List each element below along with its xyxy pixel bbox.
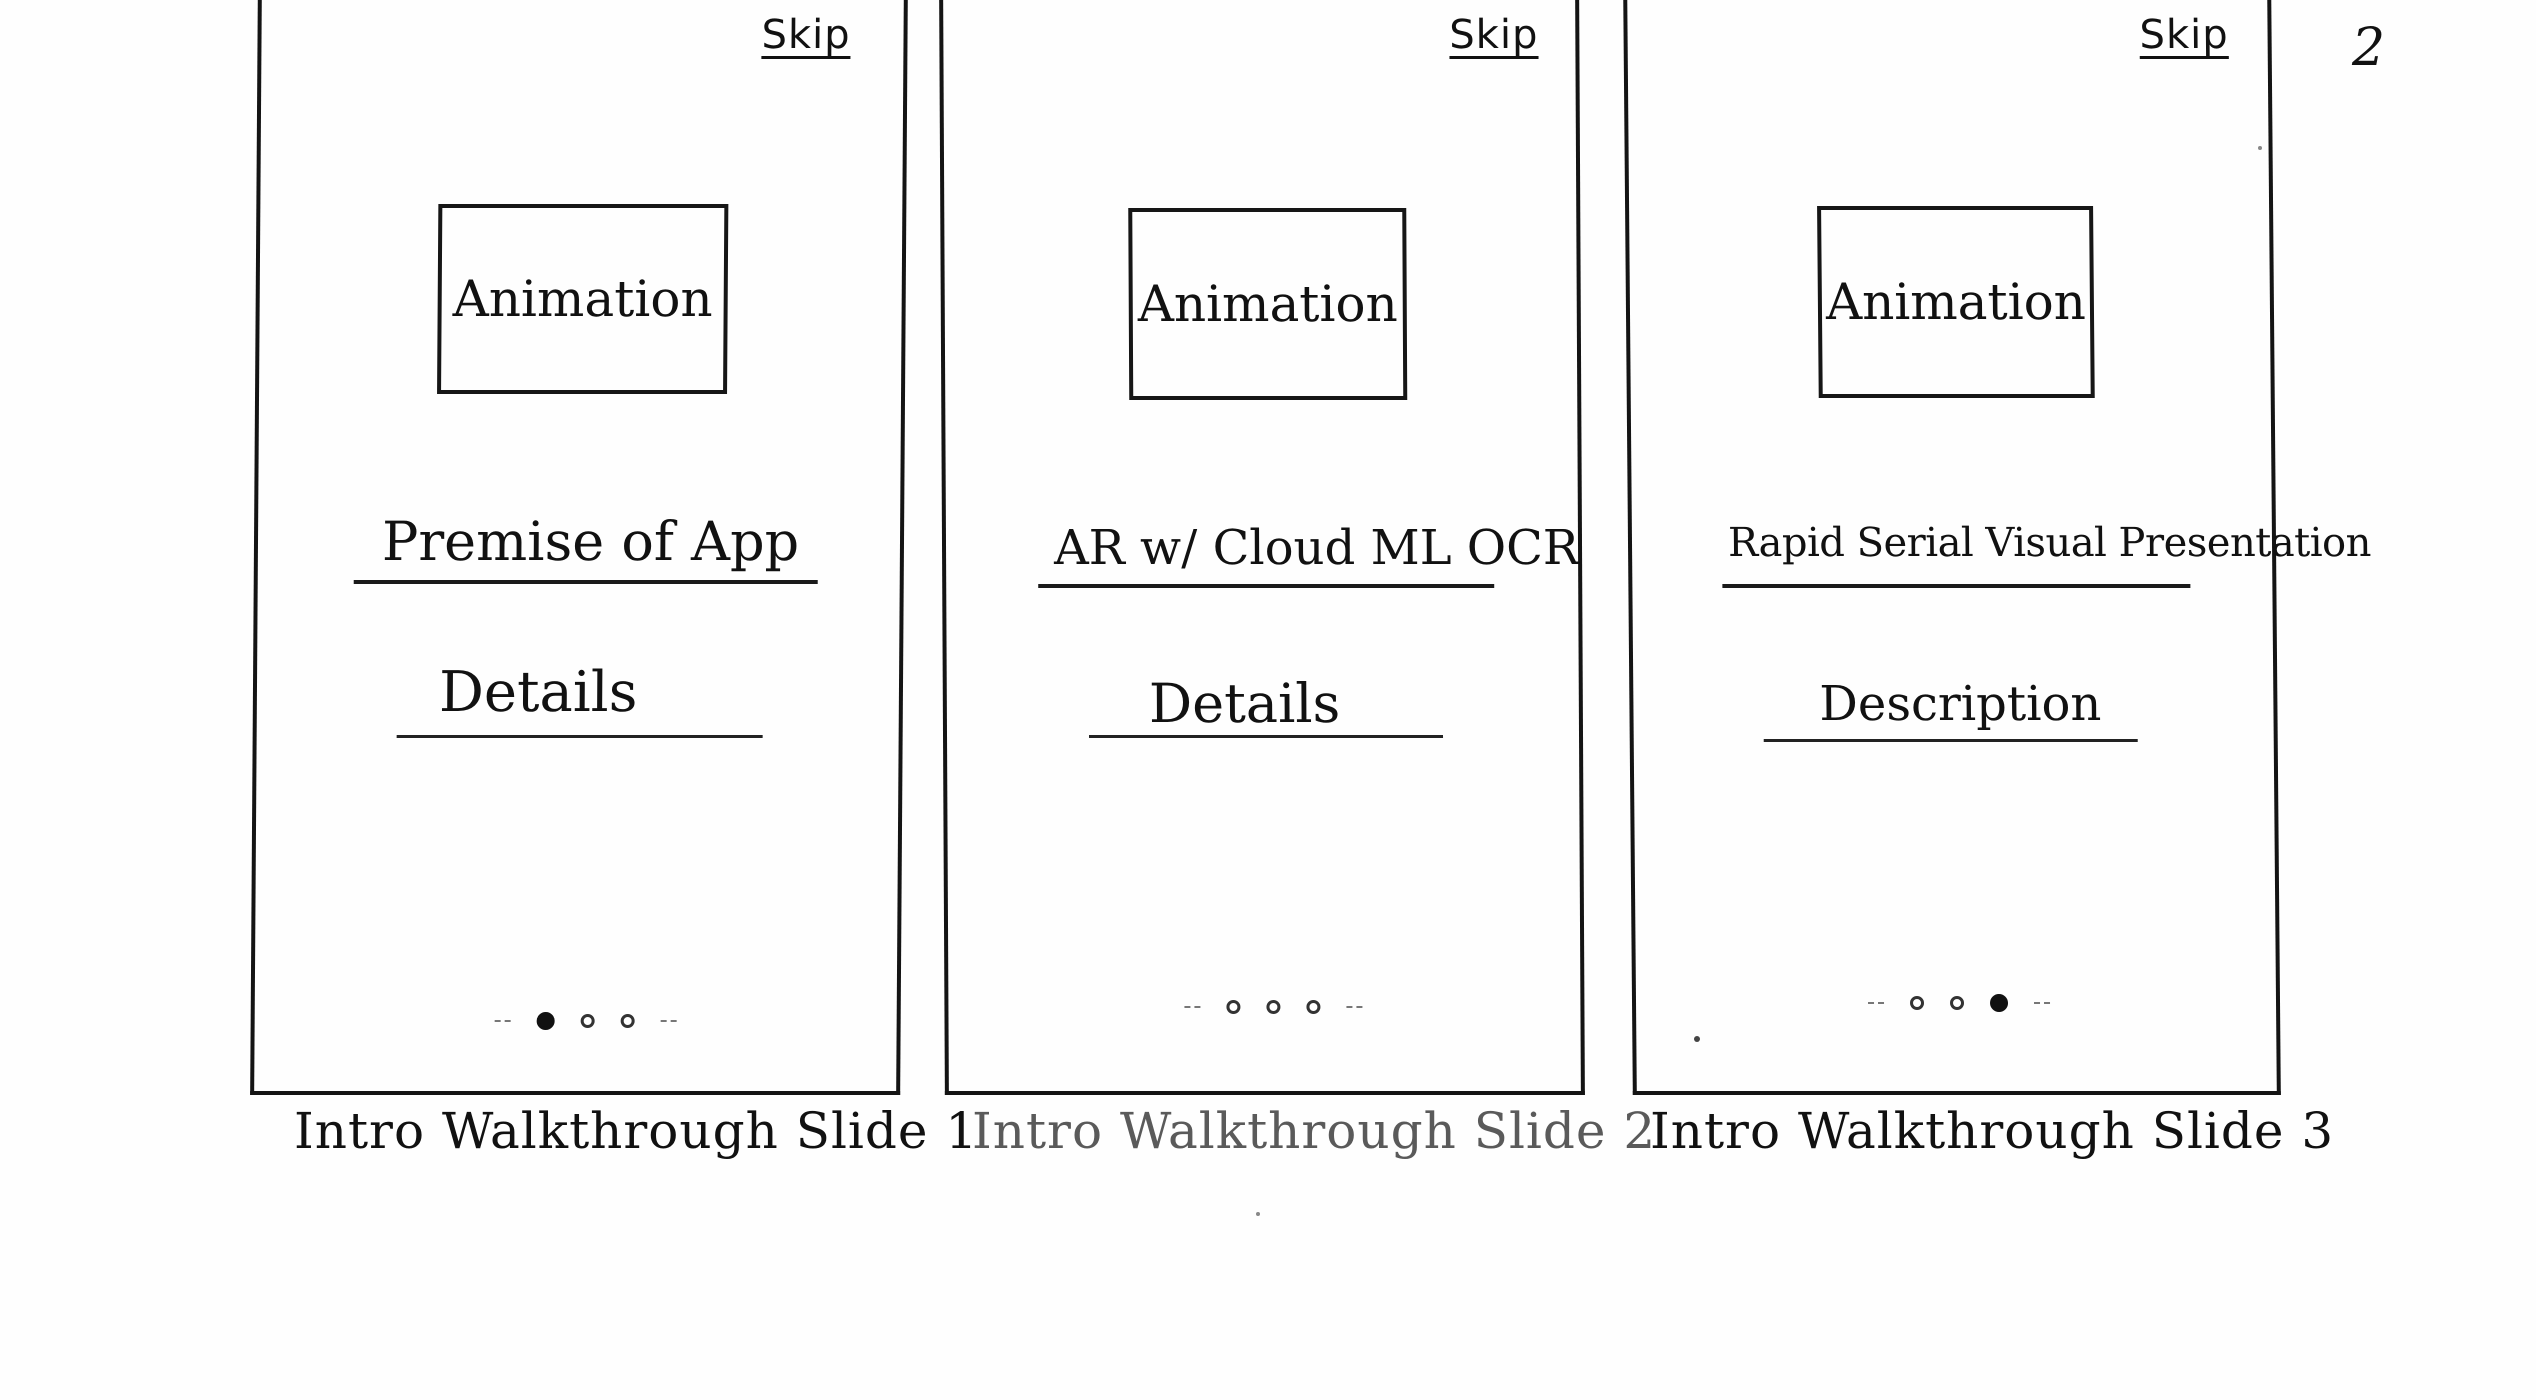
- animation-label: Animation: [1137, 275, 1398, 333]
- slide-caption: Intro Walkthrough Slide 1: [294, 1102, 979, 1160]
- animation-placeholder: [1817, 206, 2095, 398]
- page-dot-2[interactable]: [1266, 1000, 1280, 1014]
- page-dot-3[interactable]: [1306, 1000, 1320, 1014]
- slide-caption: Intro Walkthrough Slide 2: [972, 1102, 1657, 1160]
- animation-label: Animation: [452, 270, 713, 328]
- page-dot-2[interactable]: [581, 1014, 595, 1028]
- scan-speck: [1256, 1212, 1260, 1216]
- page-indicator: [1868, 988, 2050, 1018]
- page-dot-1[interactable]: [1226, 1000, 1240, 1014]
- slide-details: Details: [397, 660, 764, 738]
- page-dot-1[interactable]: [1910, 996, 1924, 1010]
- scan-speck: [1694, 1036, 1700, 1042]
- slide-description: Description: [1763, 676, 2138, 742]
- slide-headline: Rapid Serial Visual Presentation: [1722, 520, 2191, 588]
- page-dot-1[interactable]: [537, 1012, 555, 1030]
- page-number: 2: [2352, 18, 2386, 78]
- page-dot-3[interactable]: [621, 1014, 635, 1028]
- phone-frame-slide-3: [1623, 0, 2372, 1095]
- page-indicator: [495, 1006, 677, 1036]
- skip-button[interactable]: Skip: [1449, 12, 1539, 58]
- slide-headline: Premise of App: [354, 510, 819, 584]
- animation-label: Animation: [1825, 273, 2087, 331]
- scan-speck: [2258, 146, 2262, 150]
- skip-button[interactable]: Skip: [761, 12, 851, 58]
- animation-placeholder: [1128, 208, 1407, 400]
- animation-placeholder: [437, 204, 728, 394]
- page-dot-3[interactable]: [1990, 994, 2008, 1012]
- phone-frame-slide-2: [939, 0, 1585, 1095]
- phone-frame-slide-1: [250, 0, 908, 1095]
- skip-button[interactable]: Skip: [2139, 12, 2229, 58]
- page-dot-2[interactable]: [1950, 996, 1964, 1010]
- slide-details: Details: [1089, 672, 1443, 738]
- slide-headline: AR w/ Cloud ML OCR: [1038, 520, 1494, 588]
- slide-caption: Intro Walkthrough Slide 3: [1650, 1102, 2335, 1160]
- page-indicator: [1184, 992, 1362, 1022]
